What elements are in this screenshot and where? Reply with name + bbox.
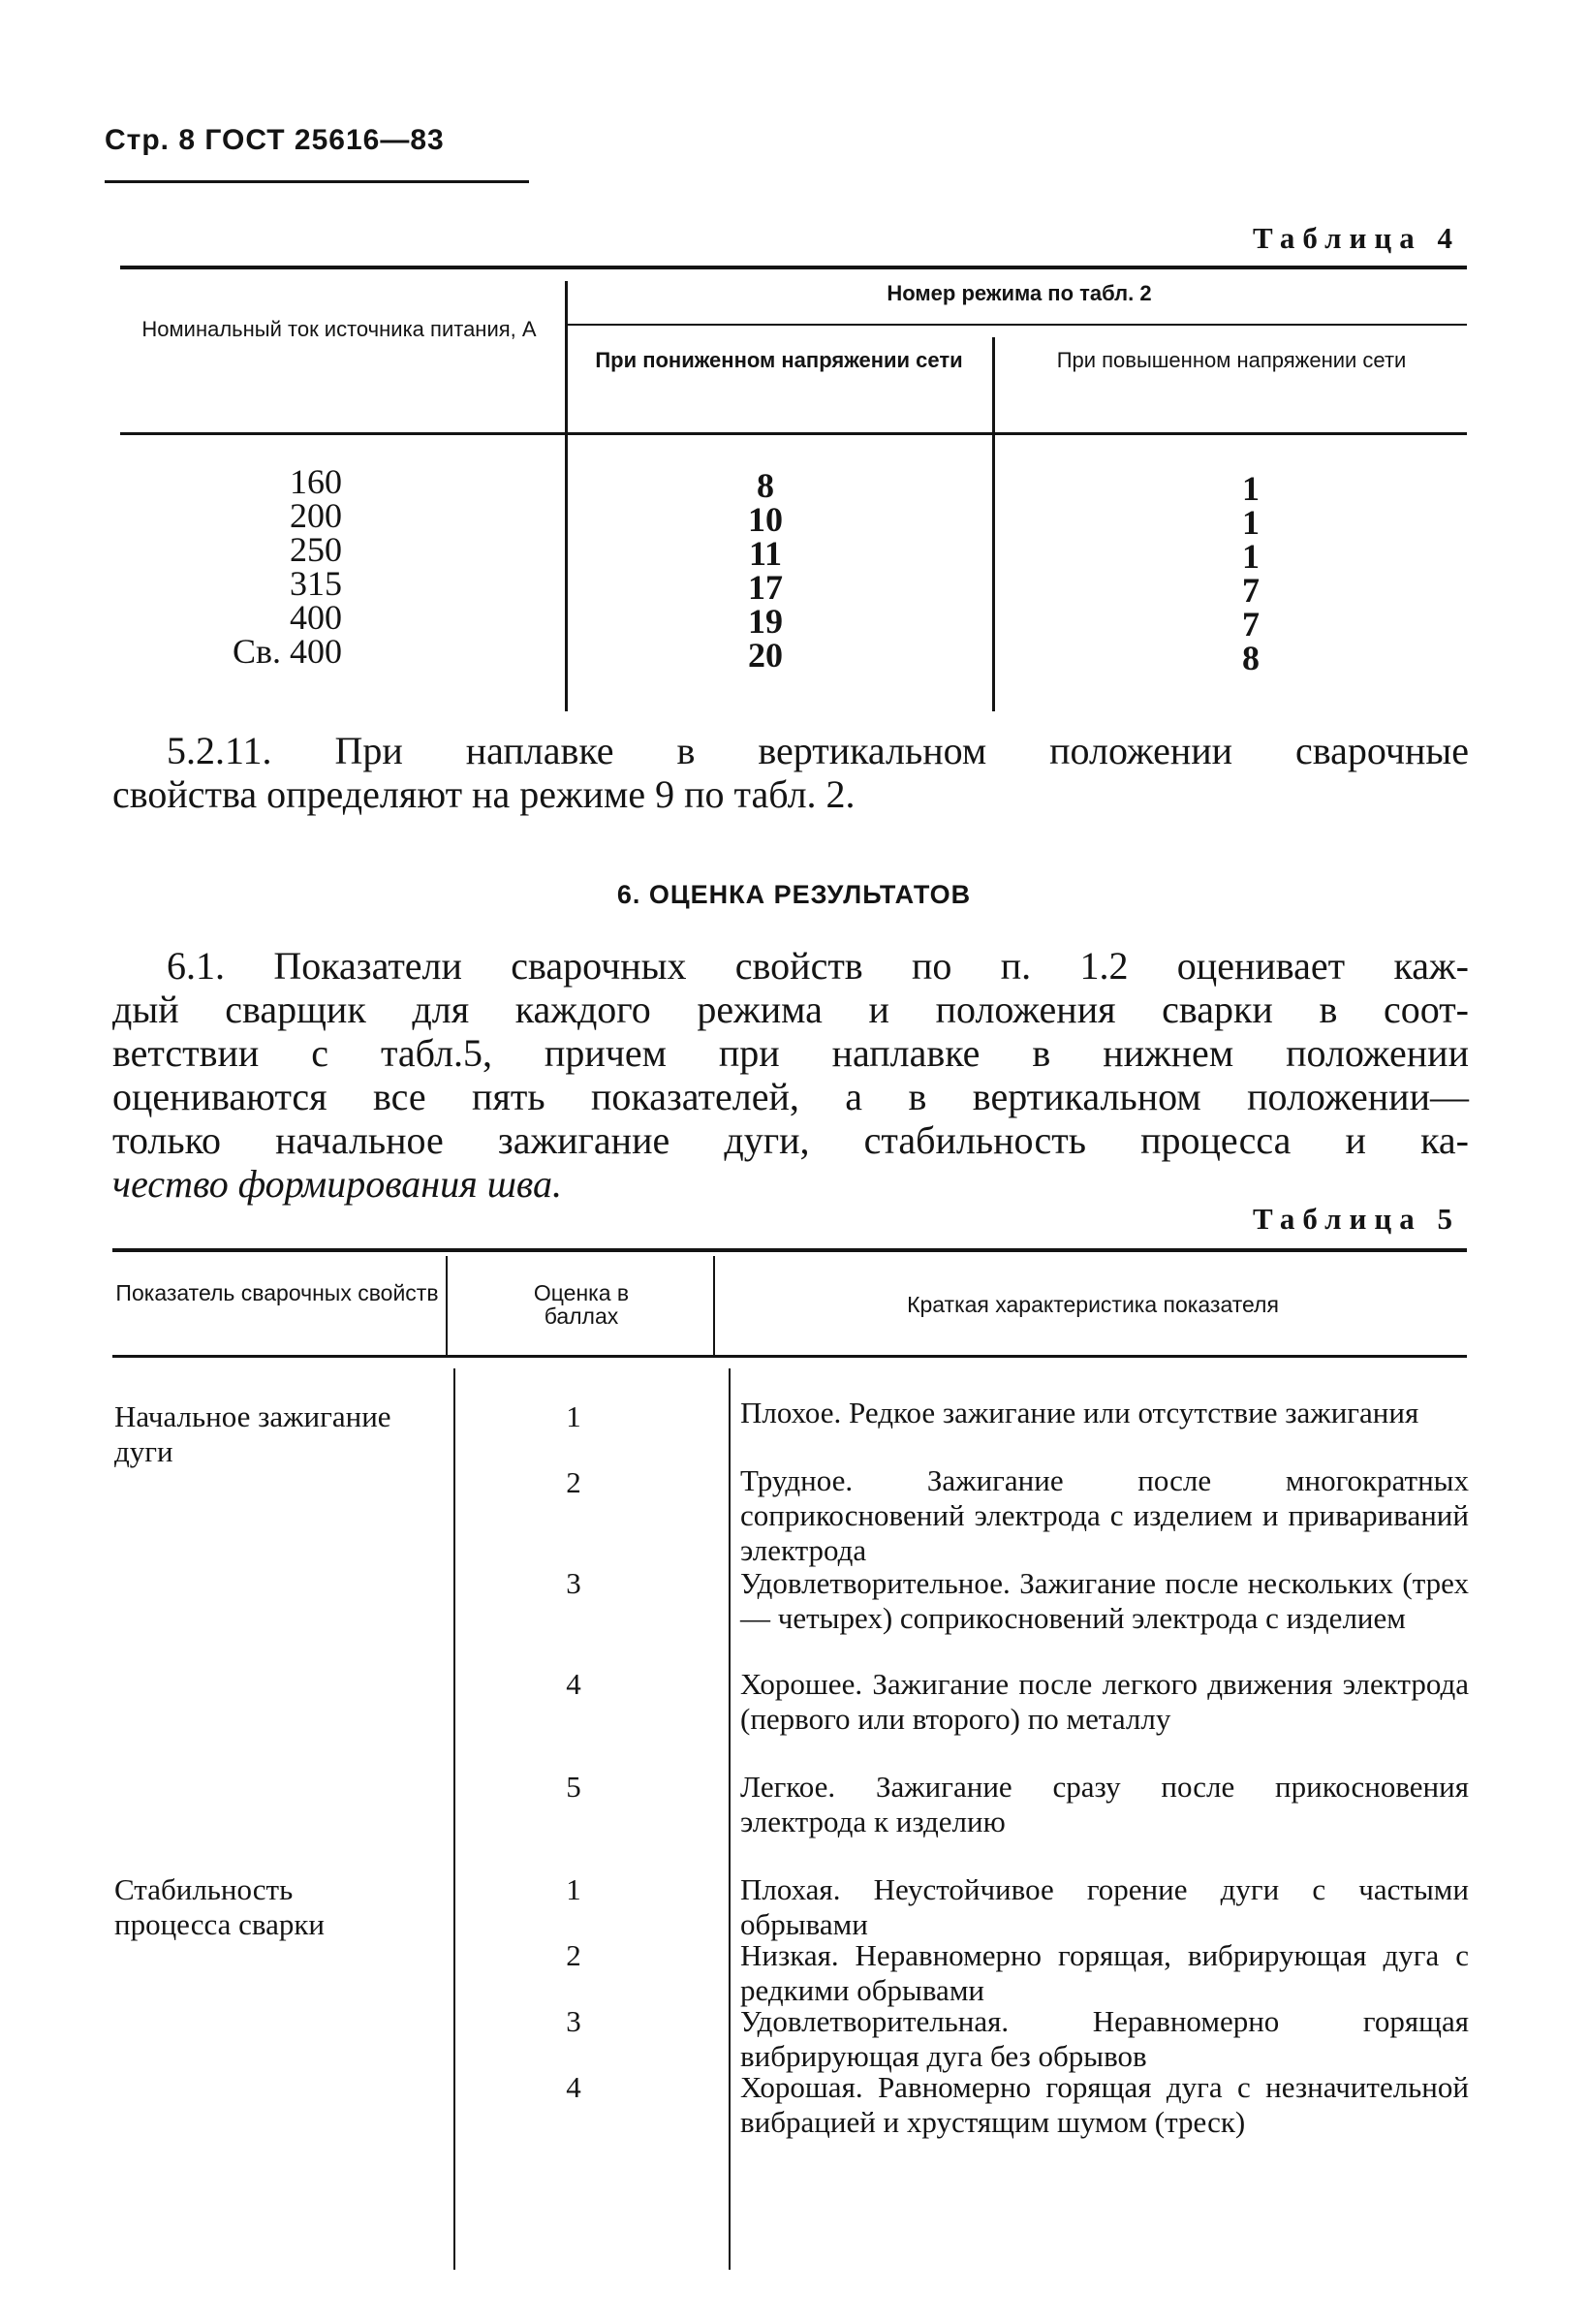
table4-col2-header: При пониженном напряжении сети — [595, 348, 963, 372]
table4-header-rule — [120, 432, 1467, 435]
table4-divider-2 — [992, 337, 995, 711]
score-value: 5 — [566, 1770, 581, 1804]
table5-caption: Таблица 5 — [1253, 1202, 1460, 1236]
mode-value: 20 — [748, 636, 783, 675]
paragraph-5-2-11-line2: свойства определяют на режиме 9 по табл. 2. — [112, 772, 856, 816]
table5-divider-2 — [713, 1256, 715, 1357]
table4-col3-header: При повышенном напряжении сети — [1056, 348, 1407, 372]
paragraph-6-1 — [112, 944, 1469, 1206]
mode-value: 8 — [757, 466, 774, 505]
table5-col1-header: Показатель сварочных свойств — [115, 1280, 439, 1305]
mode-value: 1 — [1242, 537, 1260, 576]
table4-group-header: Номер режима по табл. 2 — [887, 281, 1152, 305]
paragraph-line: чество формирования шва. — [112, 1162, 563, 1206]
table5-top-rule — [112, 1248, 1467, 1252]
paragraph-line: дый сварщик для каждого режима и положения сварки в соот- — [112, 988, 1469, 1031]
current-value: 160 — [290, 462, 342, 501]
characteristic-text: Плохое. Редкое зажигание или отсутствие зажигания — [740, 1396, 1419, 1429]
mode-value: 1 — [1242, 503, 1260, 542]
paragraph-5-2-11-line1: 5.2.11. При наплавке в вертикальном положении сварочные — [167, 729, 1469, 772]
table5-col2-header: Оценка в баллах — [533, 1280, 630, 1329]
paragraph-line: ветствии с табл.5, причем при наплавке в нижнем положении — [112, 1031, 1469, 1075]
table5-col3-header: Краткая характеристика показателя — [907, 1292, 1279, 1317]
characteristic-text: Легкое. Зажигание сразу после прикосновения электрода к изделию — [740, 1770, 1469, 1838]
section-heading: 6. ОЦЕНКА РЕЗУЛЬТАТОВ — [616, 880, 972, 909]
mode-value: 7 — [1242, 605, 1260, 644]
score-value: 3 — [566, 2004, 581, 2038]
mode-value: 17 — [748, 568, 783, 607]
current-value: 200 — [290, 496, 342, 535]
mode-value: 19 — [748, 602, 783, 641]
indicator-ignition: Начальное зажигание дуги — [114, 1399, 391, 1468]
characteristic-text: Хорошая. Равномерно горящая дуга с незначительной вибрацией и хрустящим шумом (треск) — [740, 2070, 1469, 2139]
table4-caption: Таблица 4 — [1253, 221, 1460, 255]
paragraph-line: только начальное зажигание дуги, стабильность процесса и ка- — [112, 1118, 1469, 1162]
paragraph-line: 6.1. Показатели сварочных свойств по п. 1.2 оценивает каж- — [167, 944, 1469, 988]
table5-divider-1-body — [453, 1368, 455, 2270]
mode-value: 1 — [1242, 469, 1260, 508]
paragraph-line: оцениваются все пять показателей, а в вертикальном положении— — [112, 1075, 1469, 1118]
mode-value: 11 — [748, 534, 782, 573]
table5-header-rule — [112, 1355, 1467, 1358]
current-value: 315 — [290, 564, 342, 603]
current-value: 400 — [290, 598, 342, 637]
score-value: 1 — [566, 1872, 581, 1906]
score-value: 3 — [566, 1566, 581, 1600]
table5-divider-2-body — [729, 1368, 731, 2270]
current-value: Св. 400 — [232, 632, 342, 671]
score-value: 2 — [566, 1465, 581, 1499]
characteristic-text: Удовлетворительная. Неравномерно горящая вибрирующая дуга без обрывов — [740, 2004, 1469, 2073]
table4-col1-header: Номинальный ток источника питания, А — [141, 317, 537, 341]
mode-value: 7 — [1242, 571, 1260, 610]
characteristic-text: Хорошее. Зажигание после легкого движения электрода (первого или второго) по металлу — [740, 1667, 1469, 1736]
mode-value: 8 — [1242, 639, 1260, 677]
score-value: 1 — [566, 1399, 581, 1433]
score-value: 4 — [566, 1667, 581, 1701]
score-value: 4 — [566, 2070, 581, 2104]
mode-value: 10 — [748, 500, 783, 539]
table4-group-rule — [567, 324, 1467, 326]
page-header: Стр. 8 ГОСТ 25616—83 — [105, 124, 445, 156]
table4-currents — [194, 462, 342, 671]
table5-divider-1 — [446, 1256, 448, 1357]
indicator-stability: Стабильность процесса сварки — [114, 1872, 326, 1941]
header-rule — [105, 180, 529, 183]
characteristic-text: Плохая. Неустойчивое горение дуги с частыми обрывами — [740, 1872, 1469, 1941]
table4-low-voltage-modes — [717, 466, 814, 675]
score-value: 2 — [566, 1938, 581, 1972]
current-value: 250 — [290, 530, 342, 569]
characteristic-text: Удовлетворительное. Зажигание после нескольких (трех — четырех) соприкосновений электрода с изделием — [740, 1566, 1469, 1635]
table4-high-voltage-modes — [1207, 469, 1294, 677]
characteristic-text: Трудное. Зажигание после многократных соприкосновений электрода с изделием и привариваний электрода — [740, 1463, 1469, 1567]
table4-divider-1 — [565, 281, 568, 711]
table4-top-rule — [120, 266, 1467, 269]
characteristic-text: Низкая. Неравномерно горящая, вибрирующая дуга с редкими обрывами — [740, 1938, 1469, 2007]
